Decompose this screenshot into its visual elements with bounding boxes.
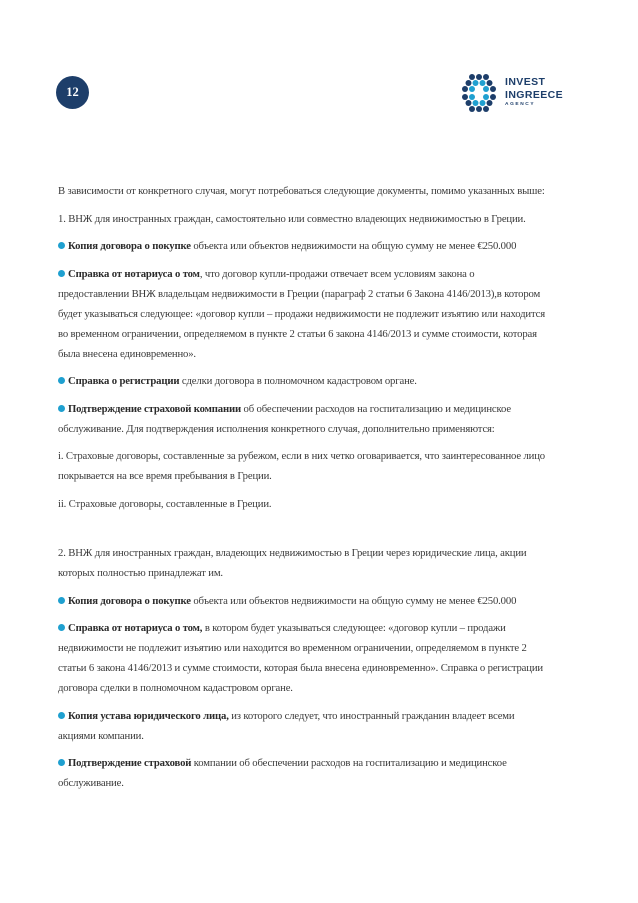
bullet-icon <box>58 405 65 412</box>
page-number-badge <box>56 76 89 109</box>
intro-paragraph: В зависимости от конкретного случая, могут потребоваться следующие документы, помимо указанных выше: <box>58 185 545 197</box>
bullet-icon <box>58 377 65 384</box>
logo-line-invest: INVEST <box>505 76 546 88</box>
section2-item-company-charter: Копия устава юридического лица, из которого следует, что иностранный гражданин владеет всеми акциями компании. <box>58 709 515 742</box>
logo-wordmark <box>505 77 563 108</box>
company-logo <box>458 71 588 115</box>
bullet-icon <box>58 270 65 277</box>
logo-line-agency: AGENCY <box>505 102 536 107</box>
section1-item-notary-certificate: Справка от нотариуса о том, что договор купли-продажи отвечает всем условиям закона о предоставлении ВНЖ владельцам недвижимости в Греции (параграф 2 статьи 6 Закона 4146/2013),в котором будет указываться следующее: «договор купли – продажи недвижимости не подлежит изъятию или находится во временном ограничении, определяемом в пункте 2 статьи 6 закона 4146/2013 и сумме стоимости, которая была внесена единовременно». <box>58 267 546 360</box>
section-spacer <box>58 521 548 543</box>
section1-item-purchase-contract: Копия договора о покупке объекта или объектов недвижимости на общую сумму не менее €250.000 <box>58 236 548 256</box>
bullet-icon <box>58 597 65 604</box>
document-body <box>58 181 548 801</box>
bullet-icon <box>58 624 65 631</box>
section1-heading: 1. ВНЖ для иностранных граждан, самостоятельно или совместно владеющих недвижимостью в Греции. <box>58 212 526 225</box>
section2-item-insurance-confirmation: Подтверждение страховой компании об обеспечении расходов на госпитализацию и медицинское обслуживание. <box>58 757 507 789</box>
page-number: 12 <box>66 85 79 99</box>
bullet-icon <box>58 242 65 249</box>
section2-heading: 2. ВНЖ для иностранных граждан, владеющих недвижимостью в Греции через юридические лица, акции которых полностью принадлежат им. <box>58 547 527 579</box>
hexagon-cluster-icon <box>458 71 502 115</box>
bullet-icon <box>58 712 65 719</box>
section2-item-notary-certificate: Справка от нотариуса о том, в котором будет указываться следующее: «договор купли – продажи недвижимости не подлежит изъятию или находится во временном ограничении, определяемом в пункте 2 статьи 6 закона 4146/2013 и сумме стоимости, которая была внесена единовременно». Справка о регистрации договора сделки в полномочном кадастровом органе. <box>58 622 543 694</box>
logo-line-ingreece: INGREECE <box>505 88 564 101</box>
section1-subitem-i: i. Страховые договоры, составленные за рубежом, если в них четко оговаривается, что заинтересованное лицо покрывается на все время пребывания в Греции. <box>58 450 545 482</box>
section2-item-purchase-contract: Копия договора о покупке объекта или объектов недвижимости на общую сумму не менее €250.000 <box>58 591 548 611</box>
section1-item-insurance-confirmation: Подтверждение страховой компании об обеспечении расходов на госпитализацию и медицинское обслуживание. Для подтверждения исполнения конкретного случая, дополнительно применяются: <box>58 402 511 435</box>
bullet-icon <box>58 759 65 766</box>
section1-subitem-ii: ii. Страховые договоры, составленные в Греции. <box>58 497 272 510</box>
section1-item-registration-certificate: Справка о регистрации сделки договора в полномочном кадастровом органе. <box>58 371 548 391</box>
